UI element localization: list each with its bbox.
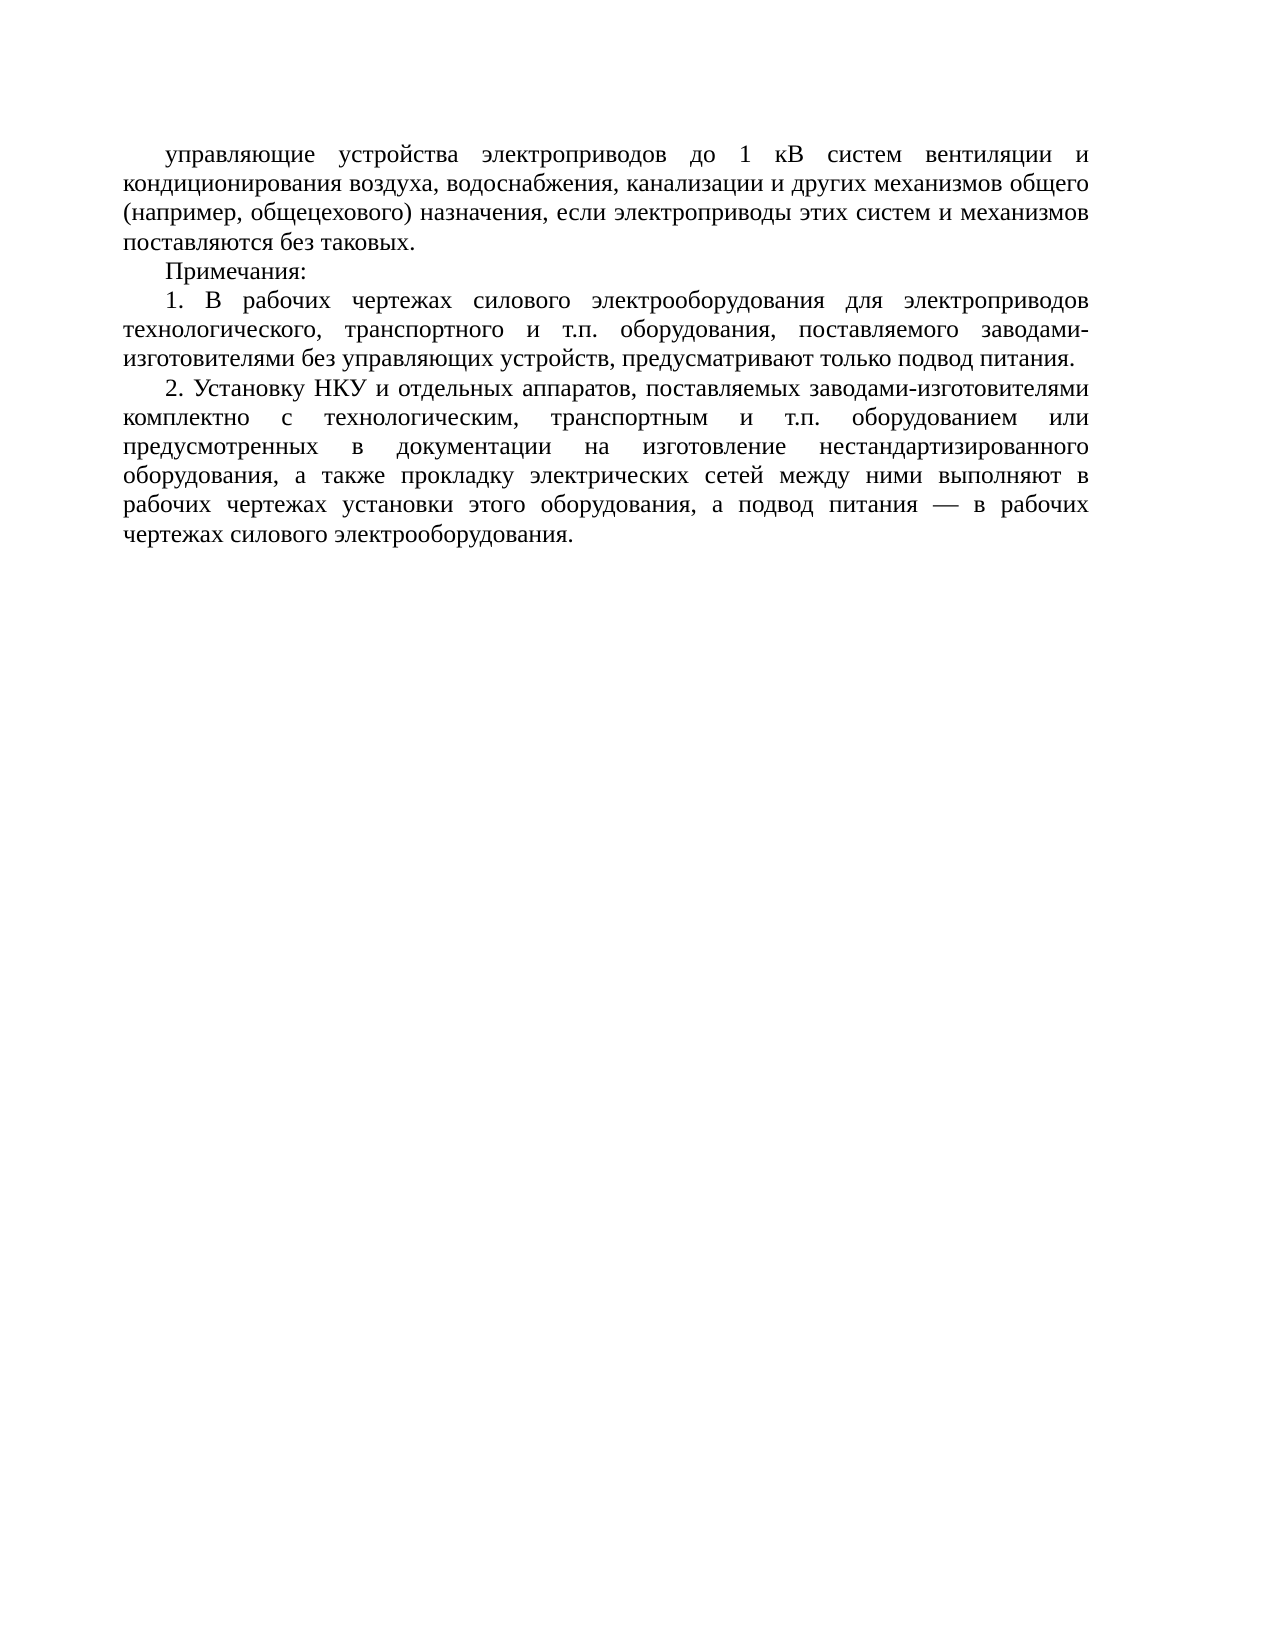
document-text-body (123, 139, 1096, 548)
paragraph-note-2: 2. Установку НКУ и отдельных аппаратов, поставляемых заводами-изготовителями комплектно с технологическим, транспортным и т.п. оборудованием или предусмотренных в документации на изготовление нестандартизированного оборудования, а также прокладку электрических сетей между ними выполняют в рабочих чертежах установки этого оборудования, а подвод питания — в рабочих чертежах силового электрооборудования. (123, 372, 1096, 548)
paragraph-continuation: управляющие устройства электроприводов до 1 кВ систем вентиляции и кондиционирования воздуха, водоснабжения, канализации и других механизмов общего (например, общецехового) назначения, если электроприводы этих систем и механизмов поставляются без таковых. (123, 139, 1096, 256)
paragraph-note-1: 1. В рабочих чертежах силового электрооборудования для электроприводов технологического, транспортного и т.п. оборудования, поставляемого заводами-изготовителями без управляющих устройств, предусматривают только подвод питания. (123, 285, 1096, 373)
paragraph-notes-heading: Примечания: (165, 255, 307, 285)
